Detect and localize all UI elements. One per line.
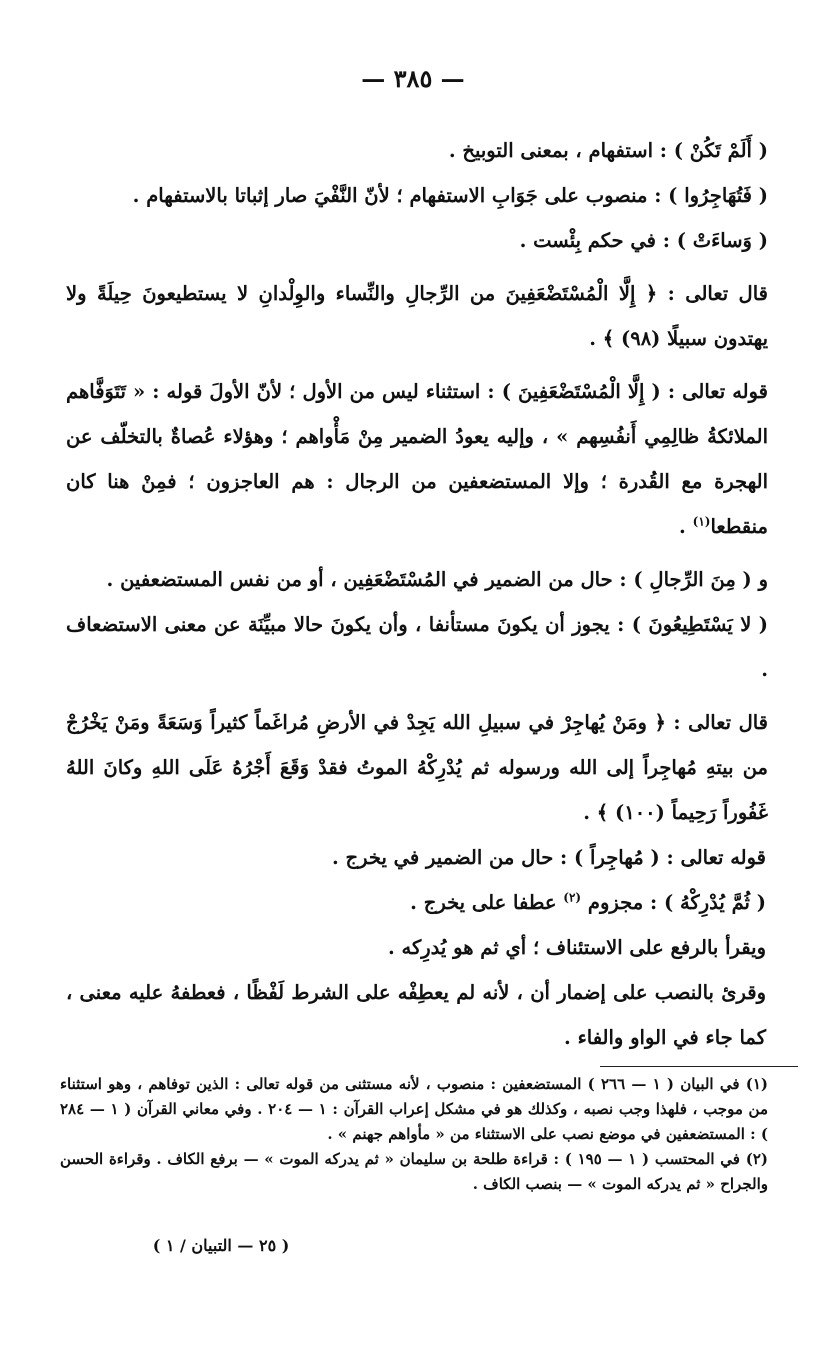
paragraph-exception-text: قوله تعالى : ( إِلَّا الْمُسْتَضْعَفِينَ ) : استثناء ليس من الأول ؛ لأنّ الأولَ قوله : « تَتَوَفَّاهم الملائكةُ ظالِمِي أَنفُسِهم » ، وإليه يعودُ الضمير مِنْ مَأْواهم ؛ وهؤلاء عُصاةٌ بالتخلّف عن الهجرة مع القُدرة ؛ وإلا المستضعفين من الرجال : هم العاجزون ؛ فمِنْ هنا كان منقطعا	[66, 380, 768, 538]
paragraph-men: و ( مِنَ الرِّجالِ ) : حال من الضمير في المُسْتَضْعَفِين ، أو من نفس المستضعفين .	[106, 568, 768, 591]
paragraph-raf: ويقرأ بالرفع على الاستئناف ؛ أي ثم هو يُدرِكه .	[387, 936, 766, 959]
paragraph-2: ( فَتُهَاجِرُوا ) : منصوب على جَوَابِ الاستفهام ؛ لأنّ النَّفْيَ صار إثباتا بالاستفهام .	[132, 184, 768, 207]
paragraph-exception	[66, 369, 782, 549]
paragraph-cannot: ( لا يَسْتَطِيعُونَ ) : يجوز أن يكونَ مستأنفا ، وأن يكونَ حالا مبيِّنَة عن معنى الاستضعاف .	[66, 613, 768, 681]
paragraph-1: ( أَلَمْ تَكُنْ ) : استفهام ، بمعنى التوبيخ .	[448, 139, 768, 162]
paragraph-end-dot: .	[679, 515, 693, 538]
paragraph-muhajiran: قوله تعالى : ( مُهاجِراً ) : حال من الضمير في يخرج .	[331, 846, 766, 869]
paragraph-nasb: وقرئ بالنصب على إضمار أن ، لأنه لم يعطِفْه على الشرط لَفْظًا ، فعطفهُ عليه معنى ، كما جاء في الواو والفاء .	[66, 981, 766, 1049]
verse-98: قال تعالى : ﴿ إِلَّا الْمُسْتَضْعَفِينَ من الرِّجالِ والنِّساء والوِلْدانِ لا يستطيعونَ حِيلَةً ولا يهتدون سبيلًا (٩٨) ﴾ .	[66, 282, 768, 350]
footnote-2: (٢) في المحتسب ( ١ — ١٩٥ ) : قراءة طلحة بن سليمان « ثم يدركه الموت » — برفع الكاف . وقراءة الحسن والجراح « ثم يدركه الموت » — بنصب الكاف .	[60, 1150, 768, 1193]
footnote-marker-1: (١)	[692, 514, 711, 529]
footnote-divider	[600, 1066, 798, 1067]
verse-100: قال تعالى : ﴿ ومَنْ يُهاجِرْ في سبيلِ الله يَجِدْ في الأرضِ مُراغَماً كثيراً وَسَعَةً ومَنْ يَخْرُجْ من بيتهِ مُهاجِراً إلى الله ورسوله ثم يُدْرِكْهُ الموتُ فقدْ وَقَعَ أَجْرُهُ عَلَى اللهِ وكانَ اللهُ غَفُوراً رَحِيماً (١٠٠) ﴾ .	[66, 711, 768, 824]
page-number: — ٣٨٥ —	[361, 64, 465, 93]
paragraph-yudrikhu-text: ( ثُمَّ يُدْرِكْهُ ) : مجزوم	[587, 891, 766, 914]
paragraph-yudrikhu	[66, 880, 782, 925]
footnote-marker-2: (٢)	[563, 890, 582, 905]
footnote-1: (١) في البيان ( ١ — ٢٦٦ ) المستضعفين : منصوب ، لأنه مستثنى من قوله تعالى : الذين توفاهم ، وهو استثناء من موجب ، فلهذا وجب نصبه ، وكذلك هو في مشكل إعراب القرآن : ١ — ٢٠٤ . وفي معاني القرآن ( ١ — ٢٨٤ ) : المستضعفين في موضع نصب على الاستثناء من « مأواهم جهنم » .	[60, 1075, 769, 1143]
paragraph-3: ( وَساءَتْ ) : في حكم بِئْست .	[519, 229, 768, 252]
main-text	[66, 128, 782, 1060]
signature-mark: ( ٢٥ — التبيان / ١ )	[152, 1236, 290, 1255]
paragraph-yudrikhu-rest: عطفا على يخرج .	[410, 891, 557, 914]
footnotes	[60, 1072, 786, 1197]
